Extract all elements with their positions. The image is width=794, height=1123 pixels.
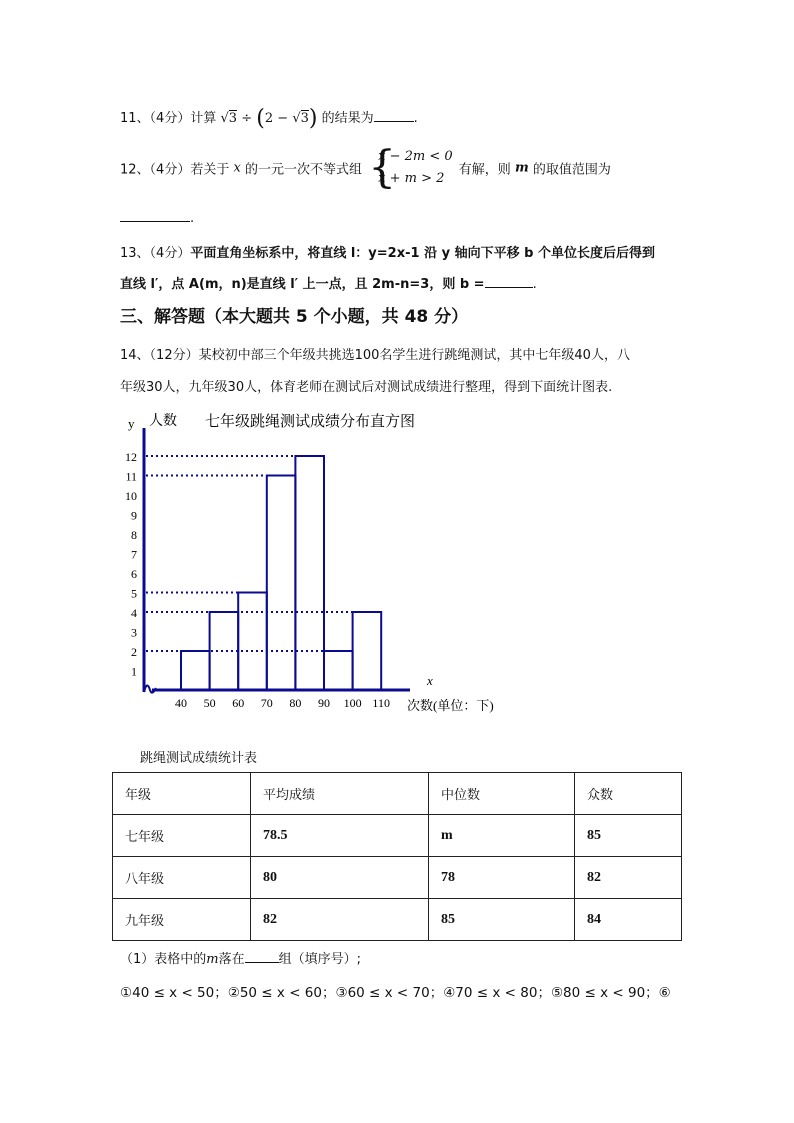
- y-tick-label: 1: [131, 664, 137, 679]
- q12-inequality-system: { x − 2m < 0 x + m > 2: [368, 142, 453, 193]
- question-11: [120, 107, 418, 130]
- x-tick-label: 50: [203, 696, 216, 710]
- row-median: m: [429, 815, 575, 857]
- histogram-bar: [238, 593, 267, 691]
- q14-line1: 14、（12分）某校初中部三个年级共挑选100名学生进行跳绳测试，其中七年级40人，八: [120, 348, 630, 363]
- histogram-bar: [324, 651, 353, 690]
- y-tick-label: 7: [131, 547, 137, 562]
- q13-end: .: [532, 277, 537, 292]
- y-axis-letter: y: [128, 416, 135, 431]
- q12-text-after2: 的取值范围为: [532, 162, 611, 178]
- section-3-heading: 三、解答题（本大题共 5 个小题，共 48 分）: [120, 307, 469, 327]
- row-mean: 80: [251, 857, 429, 899]
- q12-text-mid: 的一元一次不等式组: [244, 162, 362, 178]
- y-tick-label: 12: [125, 450, 137, 464]
- y-tick-label: 3: [131, 625, 137, 640]
- header-mean: 平均成绩: [251, 773, 429, 815]
- q11-minus: −: [277, 111, 289, 126]
- question-13: [120, 238, 655, 300]
- y-tick-label: 2: [131, 645, 137, 659]
- row-mode: 85: [575, 815, 682, 857]
- sub1-options: ①40 ≤ x < 50；②50 ≤ x < 60；③60 ≤ x < 70；④70 ≤ x < 80；⑤80 ≤ x < 90；⑥: [120, 985, 671, 1001]
- x-axis-letter: x: [427, 673, 433, 688]
- histogram-bar: [181, 651, 210, 690]
- sub1-text-c: 组（填序号）;: [278, 952, 362, 967]
- row-grade: 九年级: [113, 899, 251, 941]
- table-row: [113, 857, 682, 899]
- q12-answer-line: [120, 207, 194, 226]
- q12-text-after: 有解，则: [458, 162, 511, 178]
- header-median: 中位数: [429, 773, 575, 815]
- q11-sqrt-expression: √3 ÷ (2 − √3): [220, 106, 318, 131]
- y-axis-label: 人数: [149, 414, 177, 429]
- chart-title: 七年级跳绳测试成绩分布直方图: [205, 414, 416, 430]
- q11-radicand: 3: [228, 111, 238, 126]
- row-grade: 八年级: [113, 857, 251, 899]
- sub1-var-m: m: [206, 952, 219, 967]
- histogram-bar: [267, 476, 296, 691]
- stats-table: [112, 772, 682, 941]
- row-mode: 84: [575, 899, 682, 941]
- q12-text-before: 若关于: [190, 162, 230, 178]
- q11-radicand-2: 3: [300, 111, 309, 126]
- header-grade: 年级: [113, 773, 251, 815]
- row-median: 85: [429, 899, 575, 941]
- y-tick-label: 4: [131, 606, 137, 620]
- y-tick-label: 9: [131, 508, 137, 523]
- x-tick-label: 100: [343, 696, 362, 710]
- x-tick-label: 40: [175, 696, 187, 710]
- header-mode: 众数: [575, 773, 682, 815]
- row-median: 78: [429, 857, 575, 899]
- sub1-text-b: 落在: [218, 952, 245, 967]
- x-tick-label: 110: [372, 696, 390, 710]
- histogram-chart: [0, 400, 794, 740]
- q12-end: .: [190, 211, 195, 226]
- table-caption: 跳绳测试成绩统计表: [140, 751, 258, 766]
- q12-var-m: m: [514, 160, 529, 176]
- q12-inequality-1: x − 2m < 0: [378, 149, 453, 164]
- q13-line2: 直线 l′，点 A(m，n)是直线 l′ 上一点，且 2m-n=3，则 b =: [120, 277, 485, 292]
- row-mean: 78.5: [251, 815, 429, 857]
- x-tick-label: 60: [232, 696, 245, 710]
- y-tick-label: 10: [125, 489, 137, 503]
- sub-question-1: [120, 948, 361, 967]
- sub1-text-a: （1）表格中的: [120, 952, 207, 967]
- q13-line1: 平面直角坐标系中，将直线 l：y=2x-1 沿 y 轴向下平移 b 个单位长度后后得到: [190, 246, 655, 261]
- x-tick-label: 80: [289, 696, 302, 710]
- y-tick-label: 5: [131, 586, 137, 601]
- sub1-answer-blank: [245, 948, 279, 963]
- q12-answer-blank: [120, 207, 190, 222]
- question-12: [120, 142, 611, 193]
- q11-divide: ÷: [241, 111, 253, 126]
- q13-number: 13、（4分）: [120, 246, 191, 261]
- y-tick-label: 11: [125, 469, 137, 484]
- question-14: [120, 340, 630, 404]
- table-row: [113, 815, 682, 857]
- q11-number: 11、（4分）: [120, 111, 191, 126]
- q12-number: 12、（4分）: [120, 162, 191, 178]
- q12-inequality-2: x + m > 2: [378, 171, 445, 186]
- q11-answer-blank: [374, 107, 414, 122]
- y-tick-label: 6: [131, 567, 137, 581]
- q12-var-x: x: [233, 160, 241, 176]
- q14-line2: 年级30人，九年级30人，体育老师在测试后对测试成绩进行整理，得到下面统计图表.: [120, 380, 613, 395]
- histogram-bar: [353, 612, 382, 690]
- q13-answer-blank: [485, 273, 533, 288]
- q11-two: 2: [264, 111, 274, 126]
- row-mean: 82: [251, 899, 429, 941]
- row-mode: 82: [575, 857, 682, 899]
- q11-text-before: 计算: [190, 111, 217, 126]
- q11-end: .: [413, 111, 418, 126]
- y-tick-label: 8: [131, 528, 137, 542]
- table-row: [113, 899, 682, 941]
- x-tick-label: 70: [260, 696, 273, 710]
- row-grade: 七年级: [113, 815, 251, 857]
- q11-text-after: 的结果为: [321, 111, 374, 126]
- histogram-bar: [295, 456, 324, 690]
- histogram-bar: [210, 612, 239, 690]
- table-header-row: [113, 773, 682, 815]
- x-axis-label: 次数(单位：下): [407, 698, 494, 713]
- x-tick-label: 90: [318, 696, 330, 710]
